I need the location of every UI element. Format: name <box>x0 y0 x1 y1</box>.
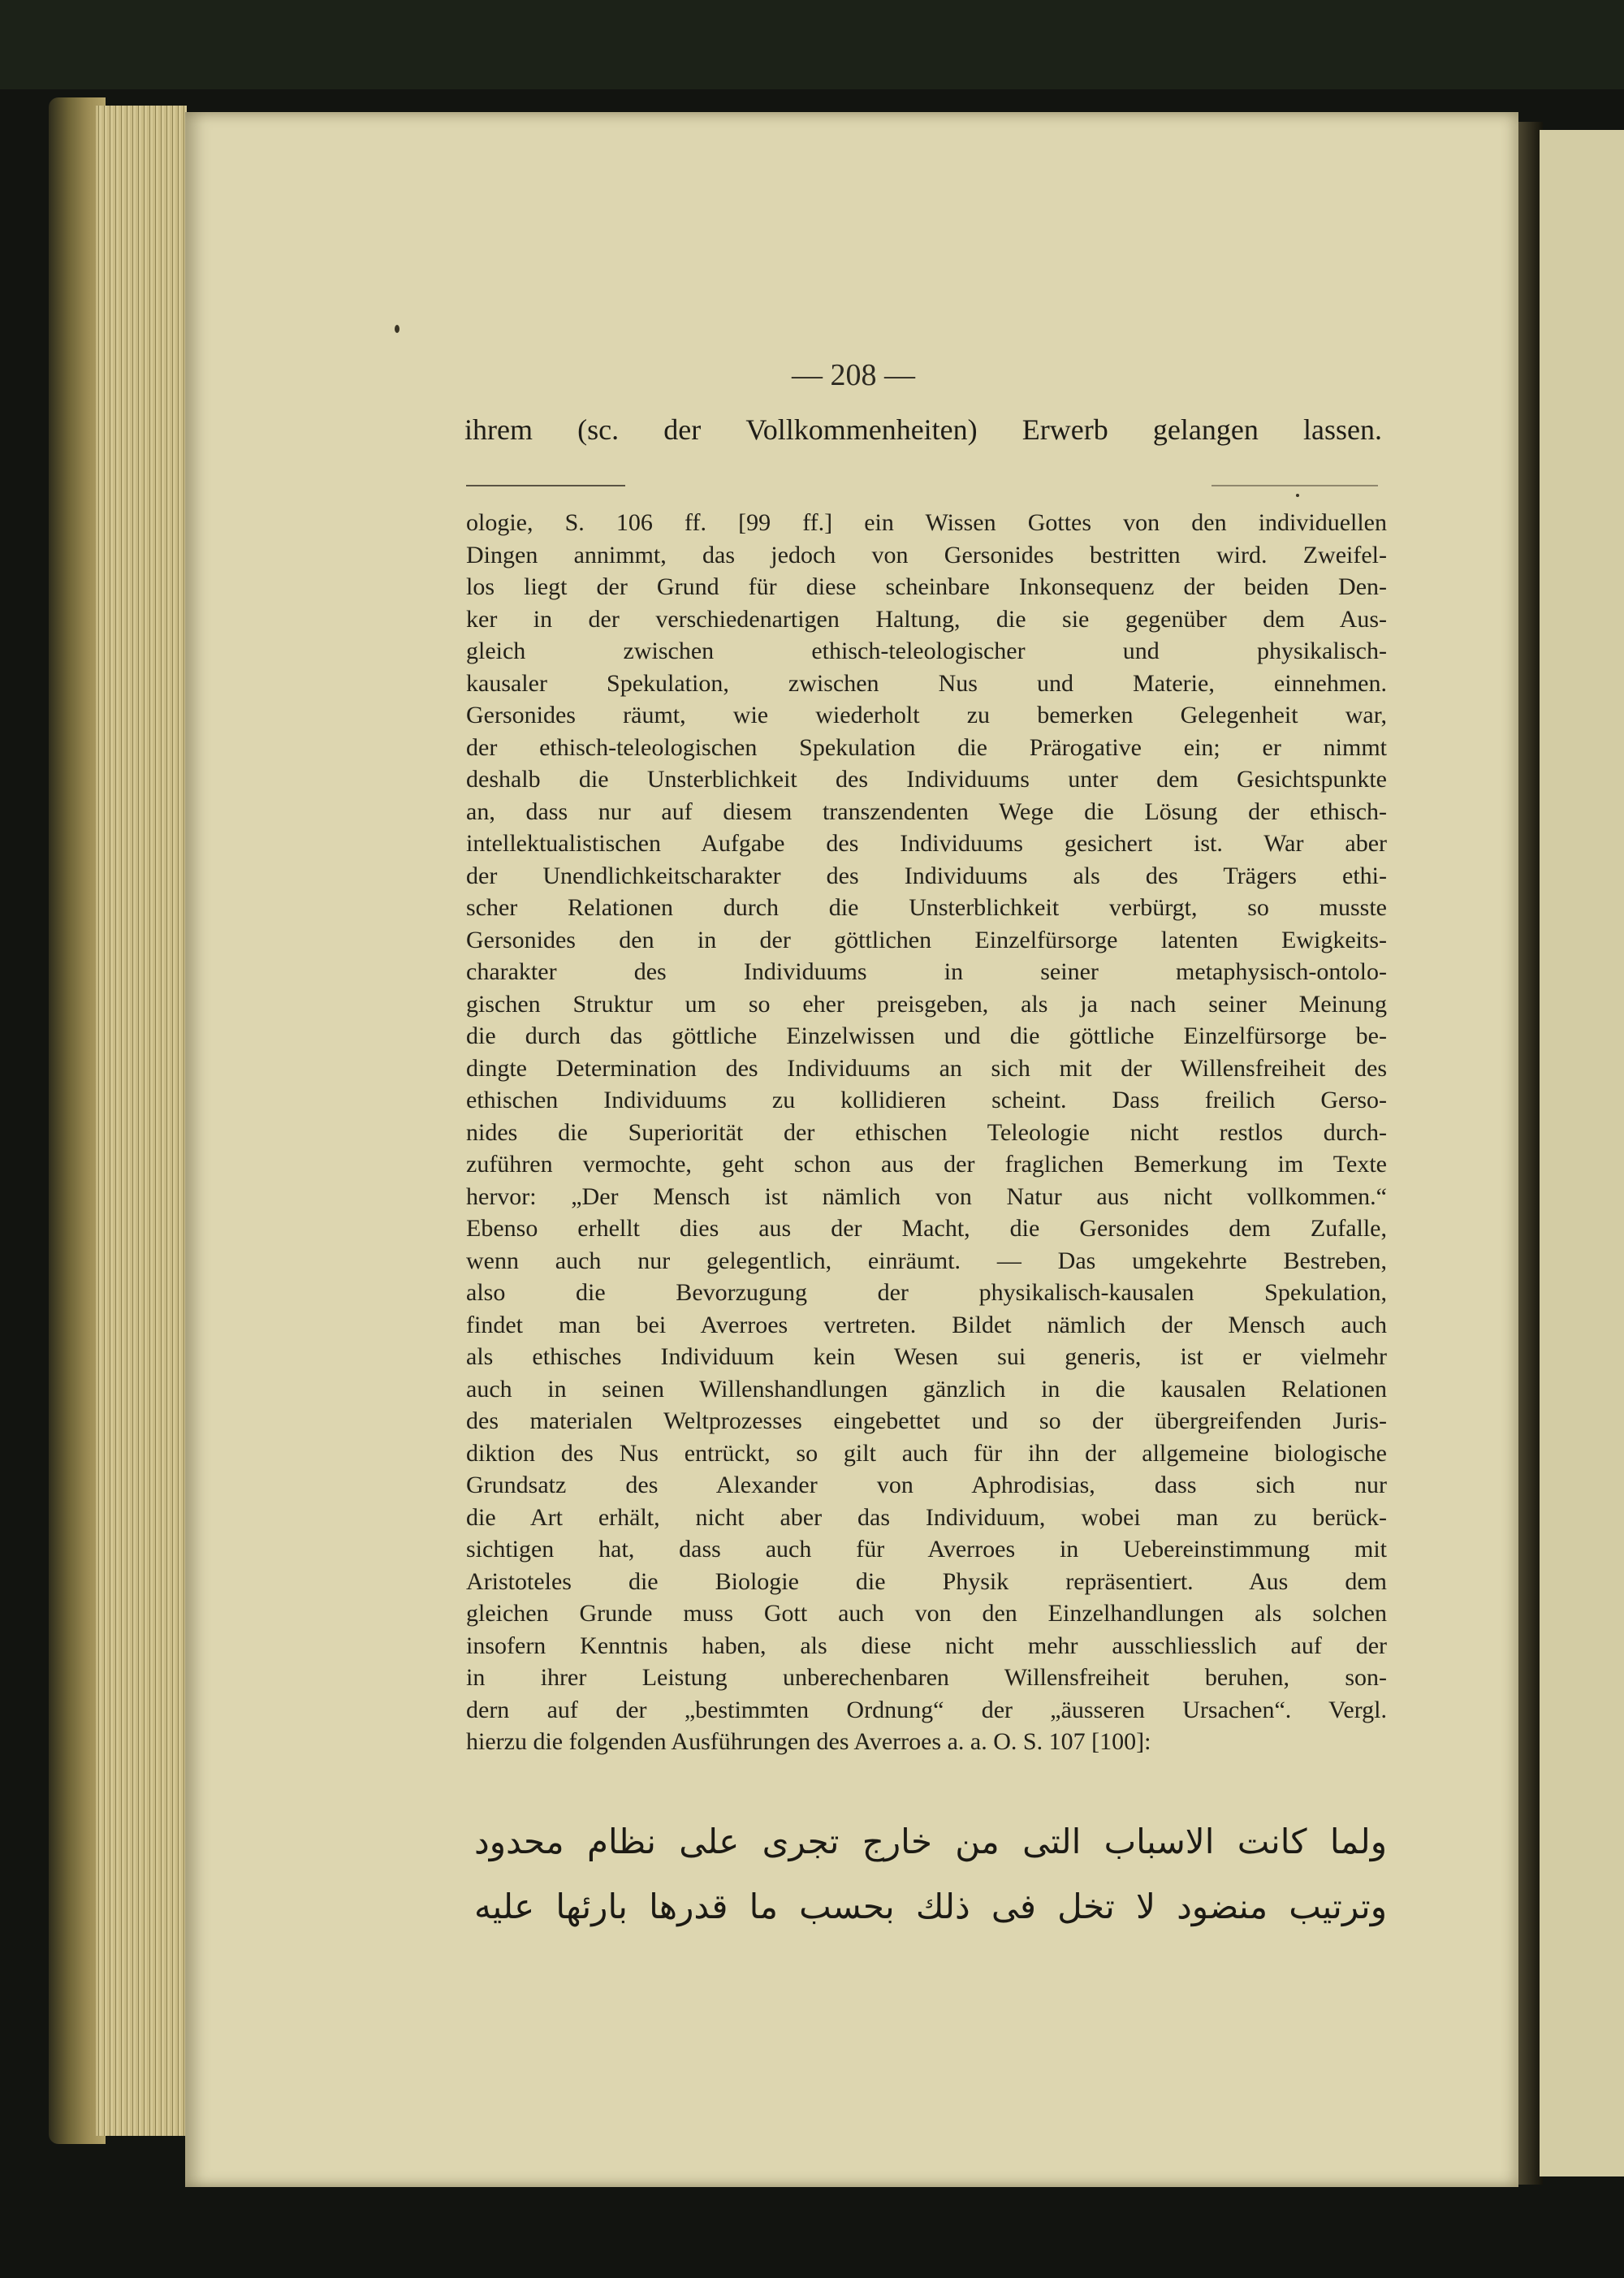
tipped-word: (sc. <box>577 413 620 446</box>
pencil-mark <box>1212 485 1378 486</box>
text-line: gischen Struktur um so eher preisgeben, als ja nach seiner Meinung <box>466 990 1387 1018</box>
text-line: ologie, S. 106 ff. [99 ff.] ein Wissen Gottes von den individuellen <box>466 509 1387 536</box>
arabic-line: ولما كانت الاسباب التى من خارج تجرى على نظام محدود <box>474 1822 1387 1861</box>
text-line: gleichen Grunde muss Gott auch von den Einzelhandlungen als solchen <box>466 1600 1387 1627</box>
text-line: kausaler Spekulation, zwischen Nus und Materie, einnehmen. <box>466 669 1387 697</box>
paper-speck <box>395 325 400 333</box>
scan-background <box>0 0 1624 89</box>
text-line: Ebenso erhellt dies aus der Macht, die Gersonides dem Zufalle, <box>466 1215 1387 1242</box>
text-line: gleich zwischen ethisch-teleologischer und physikalisch- <box>466 638 1387 664</box>
paper-speck <box>1296 494 1299 497</box>
text-line: dingte Determination des Individuums an sich mit der Willensfreiheit des <box>466 1054 1387 1082</box>
text-line: intellektualistischen Aufgabe des Individuums gesichert ist. War aber <box>466 830 1387 857</box>
text-line: nides die Superiorität der ethischen Teleologie nicht restlos durch- <box>466 1118 1387 1146</box>
text-line: zuführen vermochte, geht schon aus der fraglichen Bemerkung im Texte <box>466 1151 1387 1178</box>
text-line: Gersonides räumt, wie wiederholt zu bemerken Gelegenheit war, <box>466 702 1387 728</box>
text-line: des materialen Weltprozesses eingebettet und so der übergreifenden Juris- <box>466 1407 1387 1434</box>
text-line: los liegt der Grund für diese scheinbare Inkonsequenz der beiden Den- <box>466 573 1387 600</box>
facing-page-edge <box>1540 130 1624 2176</box>
tipped-in-line <box>464 413 1382 447</box>
text-line: ethischen Individuums zu kollidieren scheint. Dass freilich Gerso- <box>466 1087 1387 1113</box>
text-line: deshalb die Unsterblichkeit des Individuums unter dem Gesichtspunkte <box>466 766 1387 793</box>
text-line: Aristoteles die Biologie die Physik repräsentiert. Aus dem <box>466 1567 1387 1595</box>
text-line: die Art erhält, nicht aber das Individuum, wobei man zu berück- <box>466 1503 1387 1531</box>
text-line: Grundsatz des Alexander von Aphrodisias, dass sich nur <box>466 1472 1387 1498</box>
text-line: in ihrer Leistung unberechenbaren Willensfreiheit beruhen, son- <box>466 1664 1387 1691</box>
text-line: scher Relationen durch die Unsterblichkeit verbürgt, so musste <box>466 894 1387 921</box>
text-line: findet man bei Averroes vertreten. Bildet nämlich der Mensch auch <box>466 1311 1387 1338</box>
text-line: Gersonides den in der göttlichen Einzelfürsorge latenten Ewigkeits- <box>466 926 1387 953</box>
arabic-line: وترتيب منضود لا تخل فى ذلك بحسب ما قدرها بارئها عليه <box>474 1887 1387 1926</box>
tipped-word: Vollkommenheiten) <box>745 413 978 446</box>
text-line: hierzu die folgenden Ausführungen des Averroes a. a. O. S. 107 [100]: <box>466 1728 1151 1755</box>
tipped-word: gelangen <box>1152 413 1259 446</box>
tipped-word: lassen. <box>1302 413 1382 446</box>
tipped-word: der <box>663 413 702 446</box>
text-line: also die Bevorzugung der physikalisch-kausalen Spekulation, <box>466 1279 1387 1306</box>
text-line: der ethisch-teleologischen Spekulation die Prärogative ein; er nimmt <box>466 733 1387 761</box>
text-line: hervor: „Der Mensch ist nämlich von Natur aus nicht vollkommen.“ <box>466 1182 1387 1210</box>
footnote-text <box>466 507 1387 1758</box>
text-line: als ethisches Individuum kein Wesen sui generis, ist er vielmehr <box>466 1343 1387 1370</box>
arabic-quotation <box>474 1809 1387 1939</box>
page-edges <box>96 106 187 2136</box>
tipped-word: ihrem <box>464 413 533 446</box>
text-line: sichtigen hat, dass auch für Averroes in Uebereinstimmung mit <box>466 1536 1387 1563</box>
page-number: — 208 — <box>792 358 915 392</box>
text-line: ker in der verschiedenartigen Haltung, die sie gegenüber dem Aus- <box>466 605 1387 633</box>
text-line: charakter des Individuums in seiner metaphysisch-ontolo- <box>466 958 1387 985</box>
text-line: insofern Kenntnis haben, als diese nicht mehr ausschliesslich auf der <box>466 1632 1387 1659</box>
tipped-word: Erwerb <box>1021 413 1108 446</box>
text-line: an, dass nur auf diesem transzendenten Wege die Lösung der ethisch- <box>466 798 1387 825</box>
text-line: wenn auch nur gelegentlich, einräumt. — Das umgekehrte Bestreben, <box>466 1247 1387 1274</box>
text-line: dern auf der „bestimmten Ordnung“ der „äusseren Ursachen“. Vergl. <box>466 1696 1387 1723</box>
footnote-rule <box>466 485 625 486</box>
text-line: diktion des Nus entrückt, so gilt auch für ihn der allgemeine biologische <box>466 1439 1387 1467</box>
text-line: Dingen annimmt, das jedoch von Gersonides bestritten wird. Zweifel- <box>466 541 1387 568</box>
text-line: auch in seinen Willenshandlungen gänzlich in die kausalen Relationen <box>466 1375 1387 1403</box>
text-line: der Unendlichkeitscharakter des Individuums als des Trägers ethi- <box>466 862 1387 889</box>
text-line: die durch das göttliche Einzelwissen und die göttliche Einzelfürsorge be- <box>466 1022 1387 1049</box>
